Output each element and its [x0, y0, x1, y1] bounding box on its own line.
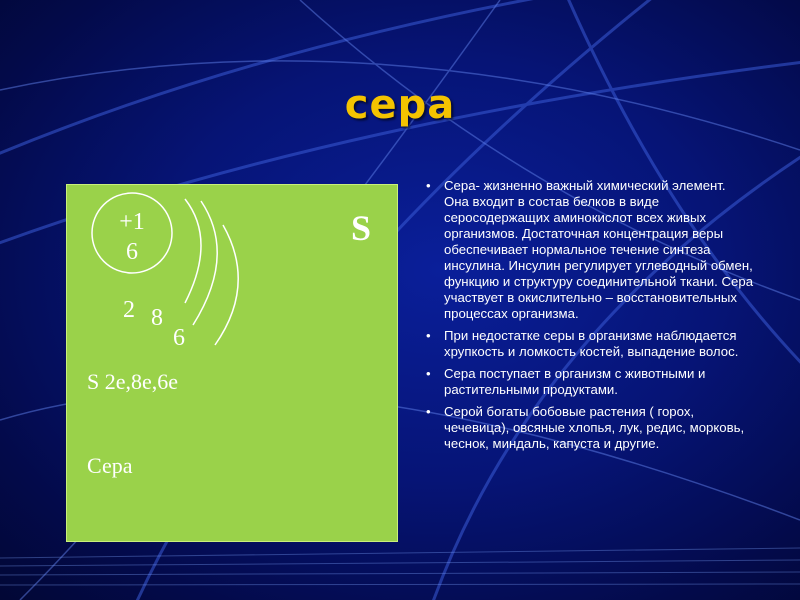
element-symbol: S — [351, 208, 372, 248]
shell-2-electrons: 8 — [151, 305, 163, 331]
bullet-list — [424, 178, 754, 452]
electron-configuration: S 2e,8e,6e — [87, 369, 179, 394]
shell-arc-3 — [215, 225, 238, 345]
list-item-text: Сера поступает в организм с животными и растительными продуктами. — [444, 366, 706, 397]
bullet-icon: • — [426, 404, 431, 419]
list-item-text: Сера- жизненно важный химический элемент. Она входит в состав белков в виде серосодержащих аминокислот всех живых организмов. Достаточная концентрация веры обеспечивает нормальное течение синтеза инсулина. Инсулин регулирует углеводный обмен, функцию и структуру соединительной ткани. Сера участвует в окислительно – восстановительных процессах организма. — [444, 178, 754, 321]
bullet-icon: • — [426, 366, 431, 381]
shell-arc-1 — [185, 199, 201, 303]
description-column — [424, 178, 754, 458]
bullet-icon: • — [426, 328, 431, 343]
list-item — [424, 328, 754, 360]
bullet-icon: • — [426, 178, 431, 193]
shell-3-electrons: 6 — [173, 325, 185, 351]
element-name: Сера — [87, 453, 133, 478]
list-item-text: При недостатке серы в организме наблюдается хрупкость и ломкость костей, выпадение волос. — [444, 328, 739, 359]
list-item-text: Серой богаты бобовые растения ( горох, чечевица), овсяные хлопья, лук, редис, морковь, чеснок, миндаль, капуста и другие. — [444, 404, 745, 451]
list-item — [424, 178, 754, 322]
nucleus-charge: +1 6 — [119, 209, 145, 265]
list-item — [424, 404, 754, 452]
shell-1-electrons: 2 — [123, 297, 135, 323]
list-item — [424, 366, 754, 398]
slide-title: сера — [344, 82, 456, 128]
atom-diagram-panel — [66, 184, 398, 542]
